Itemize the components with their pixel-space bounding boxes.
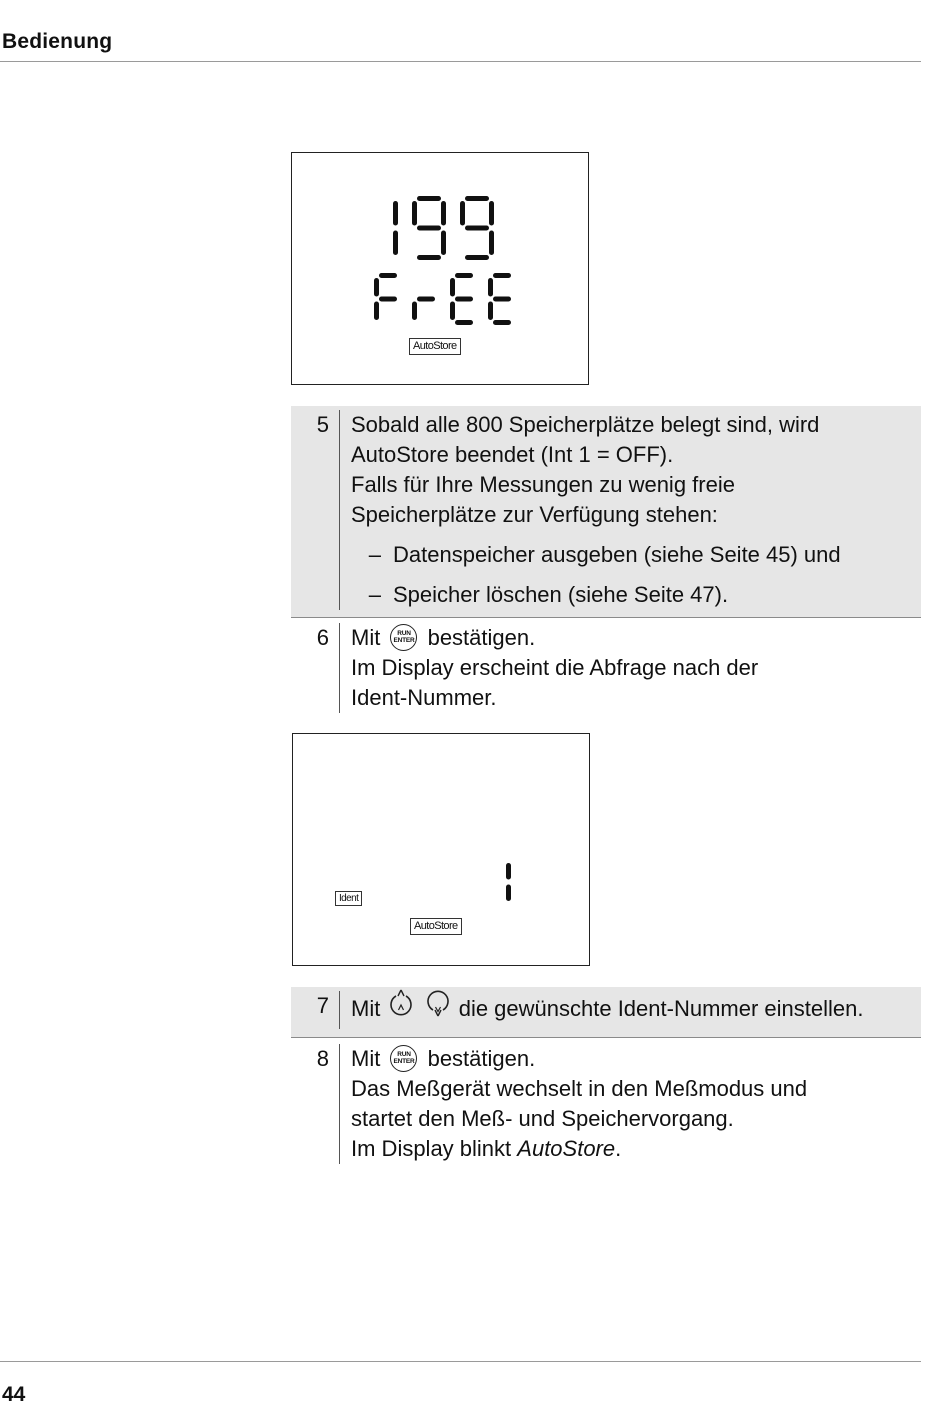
lcd-segment <box>489 201 494 226</box>
step-number: 8 <box>291 1044 340 1164</box>
key-label-top: RUN <box>397 629 411 637</box>
step-prefix: Mit <box>351 625 381 650</box>
lcd-segment <box>412 302 417 321</box>
bullet-text: Speicher löschen (siehe Seite 47). <box>393 582 729 607</box>
step-text-line: startet den Meß- und Speichervorgang. <box>351 1106 734 1131</box>
lcd-segment <box>489 231 494 256</box>
lcd-segment <box>488 302 493 321</box>
lcd-segment <box>493 273 511 278</box>
page-header-title: Bedienung <box>2 30 113 53</box>
lcd-display-free-memory <box>291 152 589 385</box>
step-prefix: Mit <box>351 995 381 1021</box>
key-label-top: RUN <box>397 1050 411 1058</box>
autostore-emphasis: AutoStore <box>517 1136 616 1161</box>
bullet-dash: – <box>368 582 381 607</box>
up-arrow-key-icon <box>388 988 414 1026</box>
step-body <box>340 991 921 1029</box>
step-number: 6 <box>291 623 340 713</box>
lcd-segment <box>460 201 465 226</box>
step-text-line: AutoStore beendet (Int 1 = OFF). <box>351 442 674 467</box>
page-number: 44 <box>2 1383 26 1406</box>
lcd-segment <box>417 255 441 260</box>
autostore-indicator: AutoStore <box>410 918 462 935</box>
step-body <box>340 1044 921 1164</box>
step-text-line: Ident-Nummer. <box>351 685 497 710</box>
step-text-line: Sobald alle 800 Speicherplätze belegt sind, wird <box>351 412 820 437</box>
lcd-segment <box>417 196 441 201</box>
lcd-segment <box>412 201 417 226</box>
lcd-segment <box>455 297 473 302</box>
lcd-segment <box>417 226 441 231</box>
step-text-line <box>351 991 921 1029</box>
step-text-line: Falls für Ihre Messungen zu wenig freie <box>351 472 735 497</box>
step-suffix: die gewünschte Ident-Nummer einstellen. <box>458 995 864 1021</box>
key-label-bottom: ENTER <box>393 636 415 644</box>
step-suffix: bestätigen. <box>427 625 536 650</box>
lcd-segment <box>493 320 511 325</box>
run-enter-key-icon <box>390 624 417 651</box>
lcd-segment <box>379 273 397 278</box>
steps-group-7-8 <box>291 987 921 1174</box>
step-5 <box>291 406 921 618</box>
header-rule <box>0 61 921 62</box>
lcd-segment <box>417 297 435 302</box>
lcd-segment <box>374 278 379 297</box>
lcd-display-ident <box>292 733 590 966</box>
step-text-line <box>351 1044 921 1074</box>
lcd-segment <box>441 231 446 256</box>
key-label-bottom: ENTER <box>393 1057 415 1065</box>
text-free <box>374 273 511 325</box>
lcd-segment <box>450 302 455 321</box>
lcd-segment <box>465 226 489 231</box>
line-suffix: . <box>615 1136 622 1161</box>
lcd-segment <box>506 885 511 902</box>
step-text-line: Im Display erscheint die Abfrage nach der <box>351 655 759 680</box>
autostore-indicator: AutoStore <box>409 338 461 355</box>
lcd-segment <box>450 278 455 297</box>
step-text-line <box>351 623 921 653</box>
step-suffix: bestätigen. <box>427 1046 536 1071</box>
bullet-item <box>351 580 921 610</box>
step-8 <box>291 1038 921 1174</box>
lcd-segment <box>506 863 511 880</box>
lcd-segment <box>379 297 397 302</box>
steps-group-5-6 <box>291 406 921 723</box>
down-arrow-key-icon <box>425 988 451 1026</box>
line-prefix: Im Display blinkt <box>351 1136 518 1161</box>
bullet-dash: – <box>368 542 381 567</box>
bullet-item <box>351 540 921 570</box>
step-7 <box>291 987 921 1038</box>
ident-indicator: Ident <box>335 891 362 906</box>
step-text-line: Speicherplätze zur Verfügung stehen: <box>351 502 718 527</box>
step-body <box>340 623 921 713</box>
digits-199 <box>393 196 494 260</box>
lcd-segment <box>488 278 493 297</box>
step-text-line <box>351 1134 921 1164</box>
lcd-segment <box>393 201 398 226</box>
bullet-text: Datenspeicher ausgeben (siehe Seite 45) und <box>393 542 841 567</box>
footer-rule <box>0 1361 921 1362</box>
lcd-segment <box>393 231 398 256</box>
step-number: 5 <box>291 410 340 610</box>
step-text-line: Das Meßgerät wechselt in den Meßmodus und <box>351 1076 808 1101</box>
lcd-segment <box>455 273 473 278</box>
lcd-segment <box>493 297 511 302</box>
step-number: 7 <box>291 991 340 1029</box>
lcd-segment <box>374 302 379 321</box>
lcd-segment <box>455 320 473 325</box>
step-prefix: Mit <box>351 1046 381 1071</box>
digit-1 <box>506 863 511 901</box>
lcd-segment <box>441 201 446 226</box>
lcd-segment <box>465 255 489 260</box>
run-enter-key-icon <box>390 1045 417 1072</box>
lcd-segment <box>465 196 489 201</box>
step-6 <box>291 618 921 723</box>
step-body <box>340 410 921 610</box>
